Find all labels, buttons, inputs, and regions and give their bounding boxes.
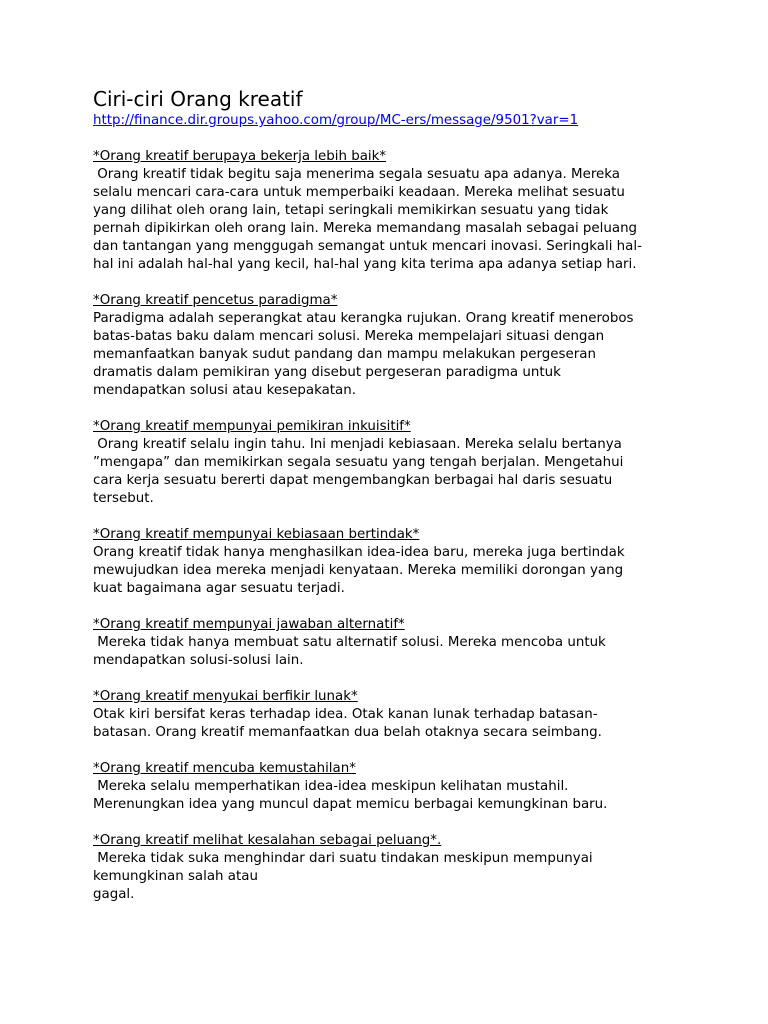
document-title: Ciri-ciri Orang kreatif bbox=[93, 87, 303, 111]
section-text-line: Mereka tidak hanya membuat satu alternatif solusi. Mereka mencoba untuk bbox=[93, 635, 606, 650]
section-text-line: hal ini adalah hal-hal yang kecil, hal-hal yang kita terima apa adanya setiap hari. bbox=[93, 257, 637, 272]
section-text-line: batasan. Orang kreatif memanfaatkan dua belah otaknya secara seimbang. bbox=[93, 725, 602, 740]
section-text-line: selalu mencari cara-cara untuk memperbaiki keadaan. Mereka melihat sesuatu bbox=[93, 185, 625, 200]
section-text-line: Orang kreatif tidak begitu saja menerima segala sesuatu apa adanya. Mereka bbox=[93, 167, 621, 182]
section-heading: *Orang kreatif pencetus paradigma* bbox=[93, 293, 338, 308]
section-heading: *Orang kreatif berupaya bekerja lebih baik* bbox=[93, 149, 387, 164]
section-heading: *Orang kreatif melihat kesalahan sebagai peluang*. bbox=[93, 833, 442, 848]
section-heading: *Orang kreatif mempunyai kebiasaan bertindak* bbox=[93, 527, 420, 542]
section-text-line: kuat bagaimana agar sesuatu terjadi. bbox=[93, 581, 345, 596]
section-text-line: tersebut. bbox=[93, 491, 154, 506]
section-text-line: pernah dipikirkan oleh orang lain. Mereka memandang masalah sebagai peluang bbox=[93, 221, 638, 236]
section-heading: *Orang kreatif mempunyai pemikiran inkuisitif* bbox=[93, 419, 411, 434]
section-heading: *Orang kreatif mempunyai jawaban alternatif* bbox=[93, 617, 405, 632]
section-text-line: yang dilihat oleh orang lain, tetapi seringkali memikirkan sesuatu yang tidak bbox=[93, 203, 609, 218]
section-text-line: mendapatkan solusi atau kesepakatan. bbox=[93, 383, 356, 398]
section-text-line: dramatis dalam pemikiran yang disebut pergeseran paradigma untuk bbox=[93, 365, 561, 380]
section-heading: *Orang kreatif menyukai berfikir lunak* bbox=[93, 689, 358, 704]
section-text-line: Orang kreatif tidak hanya menghasilkan idea-idea baru, mereka juga bertindak bbox=[93, 545, 625, 560]
section-text-line: ”mengapa” dan memikirkan segala sesuatu yang tengah berjalan. Mengetahui bbox=[93, 455, 624, 470]
source-link[interactable]: http://finance.dir.groups.yahoo.com/group/MC-ers/message/9501?var=1 bbox=[93, 113, 579, 128]
section-text-line: Mereka tidak suka menghindar dari suatu tindakan meskipun mempunyai bbox=[93, 851, 593, 866]
section-text-line: Otak kiri bersifat keras terhadap idea. Otak kanan lunak terhadap batasan- bbox=[93, 707, 598, 722]
section-text-line: Merenungkan idea yang muncul dapat memicu berbagai kemungkinan baru. bbox=[93, 797, 608, 812]
section-text-line: mewujudkan idea mereka menjadi kenyataan. Mereka memiliki dorongan yang bbox=[93, 563, 624, 578]
section-text-line: Mereka selalu memperhatikan idea-idea meskipun kelihatan mustahil. bbox=[93, 779, 569, 794]
section-text-line: cara kerja sesuatu bererti dapat mengembangkan berbagai hal daris sesuatu bbox=[93, 473, 613, 488]
section-text-line: Orang kreatif selalu ingin tahu. Ini menjadi kebiasaan. Mereka selalu bertanya bbox=[93, 437, 622, 452]
section-text-line: memanfaatkan banyak sudut pandang dan mampu melakukan pergeseran bbox=[93, 347, 596, 362]
section-text-line: dan tantangan yang menggugah semangat untuk mencari inovasi. Seringkali hal- bbox=[93, 239, 642, 254]
section-text-line: kemungkinan salah atau bbox=[93, 869, 258, 884]
section-text-line: gagal. bbox=[93, 887, 135, 902]
section-text-line: batas-batas baku dalam mencari solusi. Mereka mempelajari situasi dengan bbox=[93, 329, 605, 344]
section-text-line: mendapatkan solusi-solusi lain. bbox=[93, 653, 304, 668]
section-heading: *Orang kreatif mencuba kemustahilan* bbox=[93, 761, 356, 776]
section-text-line: Paradigma adalah seperangkat atau kerangka rujukan. Orang kreatif menerobos bbox=[93, 311, 634, 326]
